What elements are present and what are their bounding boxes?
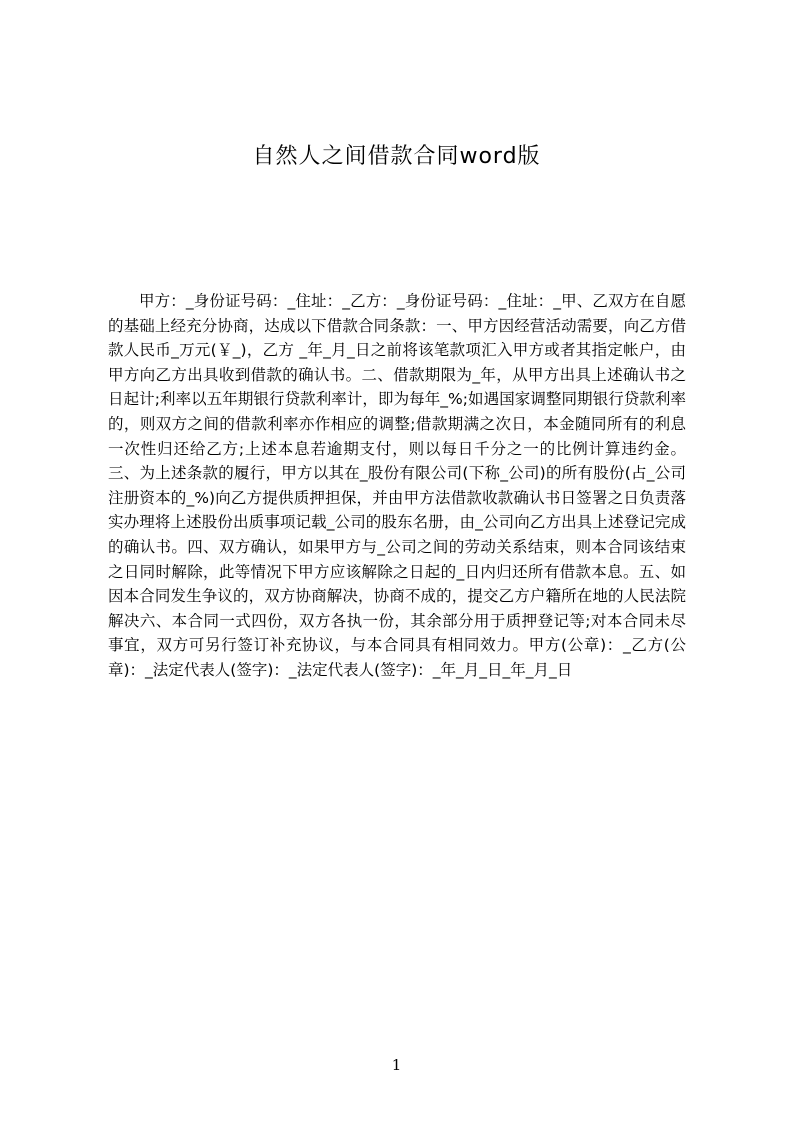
contract-body-paragraph: 甲方：_身份证号码：_住址：_乙方：_身份证号码：_住址：_甲、乙双方在自愿的基础上经充分协商，达成以下借款合同条款：一、甲方因经营活动需要，向乙方借款人民币_万元(￥_)，乙方 _年_月_日之前将该笔款项汇入甲方或者其指定帐户，由甲方向乙方出具收到借款的确认书。二、借款期限为_年，从甲方出具上述确认书之日起计;利率以五年期银行贷款利率计，即为每年_%;如遇国家调整同期银行贷款利率的，则双方之间的借款利率亦作相应的调整;借款期满之次日，本金随同所有的利息一次性归还给乙方;上述本息若逾期支付，则以每日千分之一的比例计算违约金。三、为上述条款的履行，甲方以其在_股份有限公司(下称_公司)的所有股份(占_公司注册资本的_%)向乙方提供质押担保，并由甲方法借款收款确认书日签署之日负责落实办理将上述股份出质事项记载_公司的股东名册，由_公司向乙方出具上述登记完成的确认书。四、双方确认，如果甲方与_公司之间的劳动关系结束，则本合同该结束之日同时解除，此等情况下甲方应该解除之日起的_日内归还所有借款本息。五、如因本合同发生争议的，双方协商解决，协商不成的，提交乙方户籍所在地的人民法院解决六、本合同一式四份，双方各执一份，其余部分用于质押登记等;对本合同未尽事宜，双方可另行签订补充协议，与本合同具有相同效力。甲方(公章)：_乙方(公章)：_法定代表人(签字)：_法定代表人(签字)：_年_月_日_年_月_日 (108, 292, 686, 679)
page-title: 自然人之间借款合同word版 (252, 144, 541, 169)
page-number: 1 (391, 1056, 402, 1074)
